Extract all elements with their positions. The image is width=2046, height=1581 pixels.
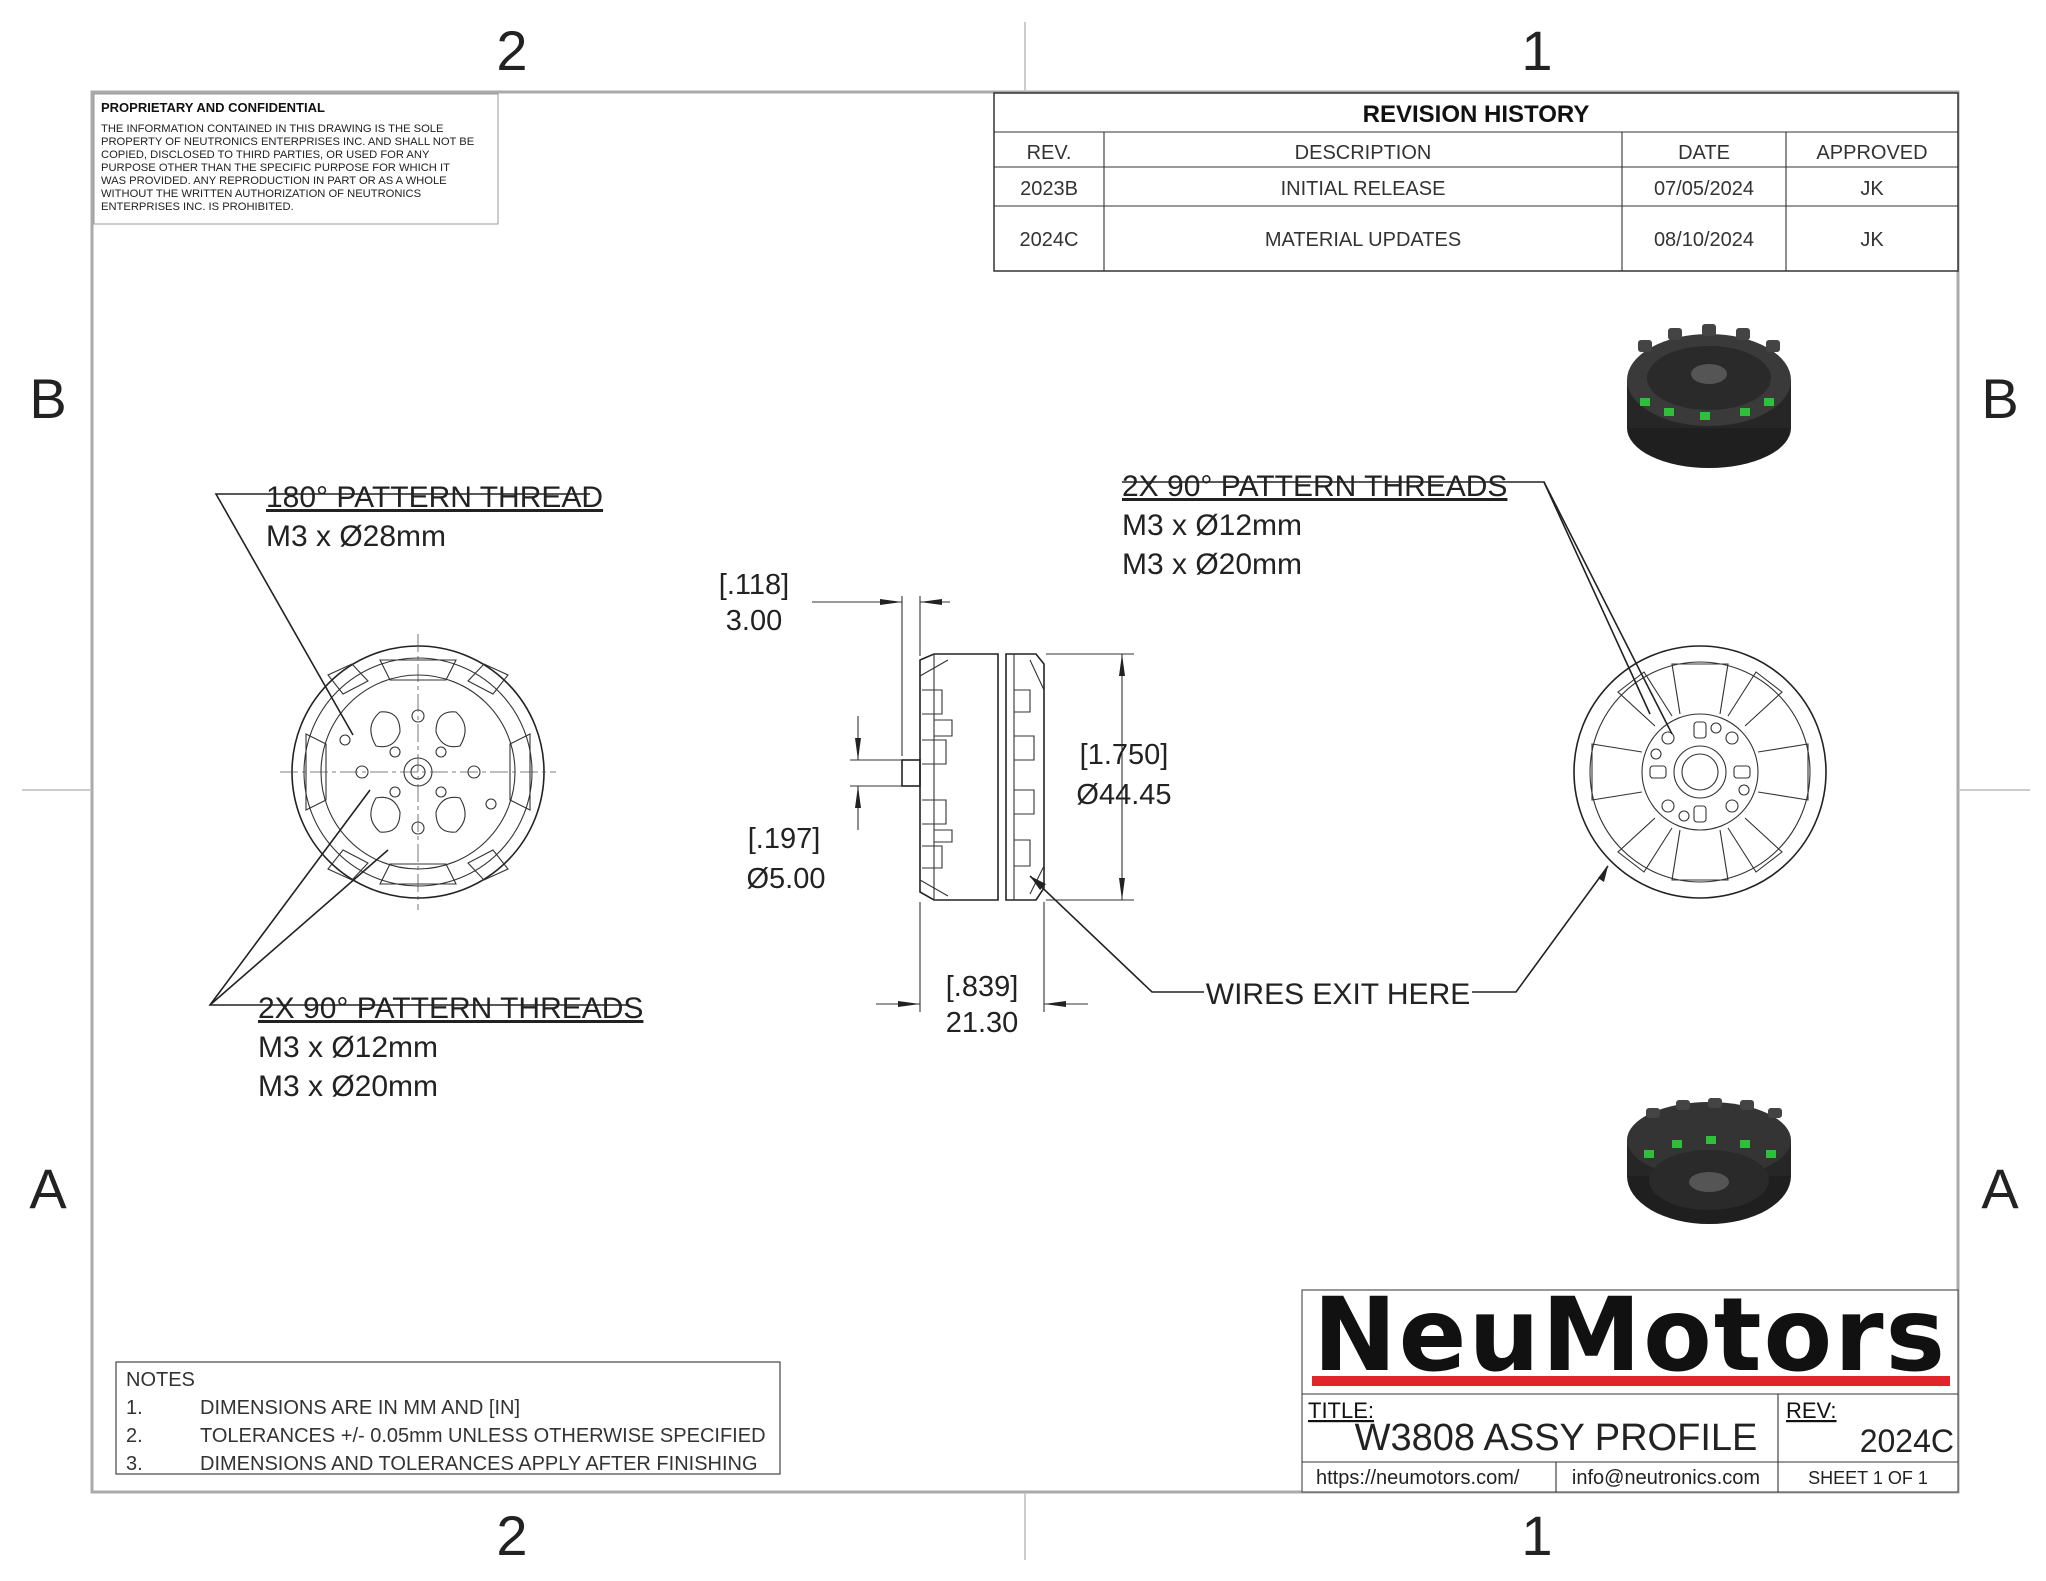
rev-header-approved: APPROVED: [1816, 142, 1928, 164]
title-block: [1302, 1276, 1958, 1492]
rev-cell: 2023B: [1020, 178, 1078, 200]
note-text: TOLERANCES +/- 0.05mm UNLESS OTHERWISE SPECIFIED: [200, 1425, 766, 1447]
leader-90-threads-left-b: [210, 850, 388, 1005]
revision-history-title: REVISION HISTORY: [1362, 101, 1590, 128]
zone-label-right-b: B: [1981, 367, 2019, 430]
rev-cell: JK: [1860, 229, 1884, 251]
zone-label-right-a: A: [1981, 1157, 2019, 1220]
leader-wires-exit-left: [1030, 876, 1204, 992]
sheet-number: SHEET 1 OF 1: [1808, 1468, 1928, 1488]
rev-cell: JK: [1860, 178, 1884, 200]
drawing-revision: 2024C: [1859, 1423, 1954, 1459]
rev-header-date: DATE: [1678, 142, 1730, 164]
notes-box: [116, 1362, 780, 1475]
confidential-line: WITHOUT THE WRITTEN AUTHORIZATION OF NEUTRONICS: [101, 188, 422, 200]
confidential-line: ENTERPRISES INC. IS PROHIBITED.: [101, 201, 294, 213]
front-view-motor: [280, 634, 556, 910]
zone-label-top-2: 2: [496, 19, 528, 82]
leader-wires-exit-right: [1472, 866, 1608, 992]
rev-header-description: DESCRIPTION: [1294, 142, 1432, 164]
confidential-line: WAS PROVIDED. ANY REPRODUCTION IN PART OR AS A WHOLE: [101, 175, 447, 187]
callout-90-threads-right-size1: M3 x Ø12mm: [1122, 509, 1303, 542]
callout-90-threads-left-size1: M3 x Ø12mm: [258, 1031, 439, 1064]
company-url: https://neumotors.com/: [1316, 1467, 1520, 1489]
zone-label-left-b: B: [29, 367, 67, 430]
rev-cell: 2024C: [1019, 229, 1079, 251]
dim-shaft-length-in: [.118]: [718, 569, 790, 601]
dim-shaft-diameter-mm: Ø5.00: [746, 863, 826, 895]
notes-title: NOTES: [126, 1369, 195, 1391]
note-text: DIMENSIONS ARE IN MM AND [IN]: [200, 1397, 521, 1419]
rev-label: REV:: [1786, 1398, 1837, 1423]
rev-cell: 08/10/2024: [1653, 229, 1755, 251]
dim-body-diameter-in: [1.750]: [1079, 739, 1169, 771]
rev-cell: 07/05/2024: [1653, 178, 1755, 200]
confidential-line: THE INFORMATION CONTAINED IN THIS DRAWING IS THE SOLE: [101, 123, 444, 135]
rev-cell: INITIAL RELEASE: [1280, 178, 1446, 200]
leader-90-threads-right-b: [1544, 482, 1672, 734]
drawing-title: W3808 ASSY PROFILE: [1354, 1417, 1758, 1459]
callout-180-thread-title: 180° PATTERN THREAD: [266, 481, 604, 514]
note-number: 3.: [126, 1453, 143, 1475]
callout-180-thread-size: M3 x Ø28mm: [266, 520, 447, 553]
dim-body-diameter-mm: Ø44.45: [1076, 779, 1172, 811]
confidential-notice: [94, 94, 498, 224]
company-logo: NeuMotors: [1313, 1276, 1947, 1395]
note-number: 2.: [126, 1425, 143, 1447]
dimension-body-diameter: [1046, 654, 1172, 900]
back-view-motor: [1574, 646, 1826, 898]
zone-label-bottom-1: 1: [1521, 1504, 1553, 1567]
rev-header-rev: REV.: [1026, 142, 1072, 164]
dimension-shaft-length: [719, 569, 950, 756]
callout-wires-exit: WIRES EXIT HERE: [1205, 978, 1471, 1011]
dimension-body-length: [876, 902, 1088, 1039]
confidential-line: PROPERTY OF NEUTRONICS ENTERPRISES INC. AND SHALL NOT BE: [101, 136, 475, 148]
callout-90-threads-left-title: 2X 90° PATTERN THREADS: [258, 992, 644, 1025]
zone-label-bottom-2: 2: [496, 1504, 528, 1567]
confidential-title: PROPRIETARY AND CONFIDENTIAL: [101, 100, 325, 115]
isometric-render-top: [1627, 324, 1791, 468]
dimension-shaft-diameter: [747, 716, 903, 895]
zone-label-top-1: 1: [1521, 19, 1553, 82]
dim-shaft-diameter-in: [.197]: [747, 823, 821, 855]
dim-shaft-length-mm: 3.00: [725, 605, 783, 637]
zone-label-left-a: A: [29, 1157, 67, 1220]
company-email: info@neutronics.com: [1571, 1467, 1761, 1489]
callout-90-threads-left-size2: M3 x Ø20mm: [258, 1070, 439, 1103]
dim-body-length-mm: 21.30: [945, 1007, 1019, 1039]
side-view-motor: [902, 654, 1044, 900]
note-text: DIMENSIONS AND TOLERANCES APPLY AFTER FINISHING: [200, 1453, 758, 1475]
confidential-line: PURPOSE OTHER THAN THE SPECIFIC PURPOSE FOR WHICH IT: [101, 162, 450, 174]
title-label: TITLE:: [1308, 1398, 1375, 1423]
callout-90-threads-right-size2: M3 x Ø20mm: [1122, 548, 1303, 581]
note-number: 1.: [126, 1397, 143, 1419]
isometric-render-bottom: [1627, 1098, 1791, 1224]
dim-body-length-in: [.839]: [945, 971, 1019, 1003]
callout-90-threads-right-title: 2X 90° PATTERN THREADS: [1122, 470, 1508, 503]
revision-history-table: [994, 93, 1958, 271]
arrowhead: [1598, 866, 1608, 882]
rev-cell: MATERIAL UPDATES: [1264, 229, 1462, 251]
confidential-line: COPIED, DISCLOSED TO THIRD PARTIES, OR USED FOR ANY: [101, 149, 430, 161]
